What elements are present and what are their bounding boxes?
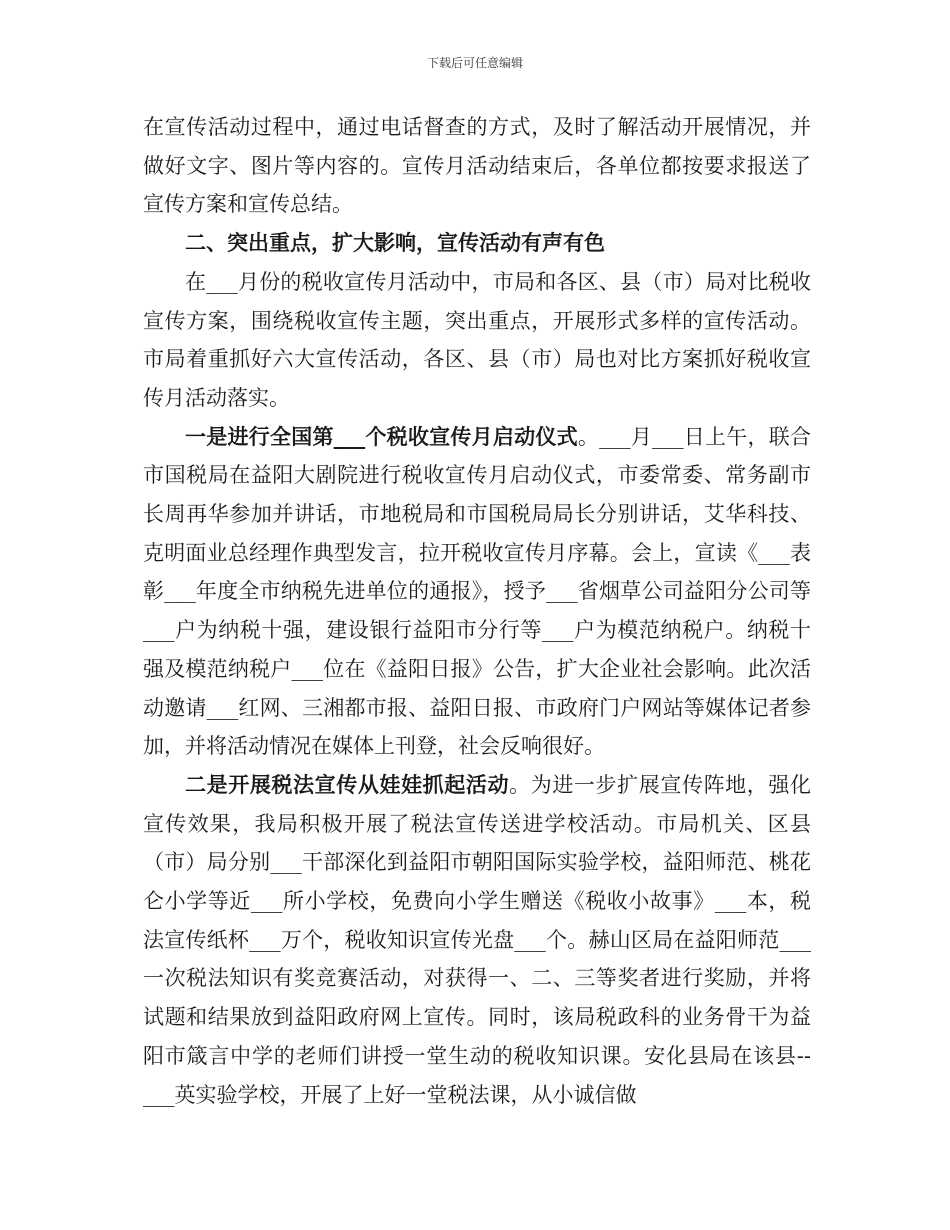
- item-two-lead: 二是开展税法宣传从娃娃抓起活动: [185, 771, 510, 797]
- header-note: 下载后可任意编辑: [426, 56, 523, 70]
- document-body: [143, 108, 811, 1114]
- paragraph-continuation: 在宣传活动过程中，通过电话督查的方式，及时了解活动开展情况，并做好文字、图片等内容的。宣传月活动结束后，各单位都按要求报送了宣传方案和宣传总结。: [143, 115, 811, 217]
- item-two-body: 。为进一步扩展宣传阵地，强化宣传效果，我局积极开展了税法宣传送进学校活动。市局机关、区县（市）局分别___干部深化到益阳市朝阳国际实验学校，益阳师范、桃花仑小学等近___所小学校，免费向小学生赠送《税收小故事》___本，税法宣传纸杯___万个，税收知识宣传光盘___个。赫山区局在益阳师范___一次税法知识有奖竞赛活动，对获得一、二、三等奖者进行奖励，并将试题和结果放到益阳政府网上宣传。同时，该局税政科的业务骨干为益阳市箴言中学的老师们讲授一堂生动的税收知识课。安化县局在该县--___英实验学校，开展了上好一堂税法课，从小诚信做: [143, 772, 812, 1107]
- paragraph-intro: 在___月份的税收宣传月活动中，市局和各区、县（市）局对比税收宣传方案，围绕税收宣传主题，突出重点，开展形式多样的宣传活动。市局着重抓好六大宣传活动，各区、县（市）局也对比方案抓好税收宣传月活动落实。: [143, 269, 811, 410]
- paragraph-item-one: [143, 418, 811, 766]
- section-heading: 二、突出重点，扩大影响，宣传活动有声有色: [185, 230, 605, 256]
- item-one-lead: 一是进行全国第___个税收宣传月启动仪式: [185, 423, 578, 449]
- item-one-body: 。___月___日上午，联合市国税局在益阳大剧院进行税收宣传月启动仪式，市委常委、常务副市长周再华参加并讲话，市地税局和市国税局局长分别讲话，艾华科技、克明面业总经理作典型发言，拉开税收宣传月序幕。会上，宣读《___表彰___年度全市纳税先进单位的通报》，授予___省烟草公司益阳分公司等___户为纳税十强，建设银行益阳市分行等___户为模范纳税户。纳税十强及模范纳税户___位在《益阳日报》公告，扩大企业社会影响。此次活动邀请___红网、三湘都市报、益阳日报、市政府门户网站等媒体记者参加，并将活动情况在媒体上刊登，社会反响很好。: [143, 424, 812, 759]
- paragraph-item-two: [143, 766, 811, 1114]
